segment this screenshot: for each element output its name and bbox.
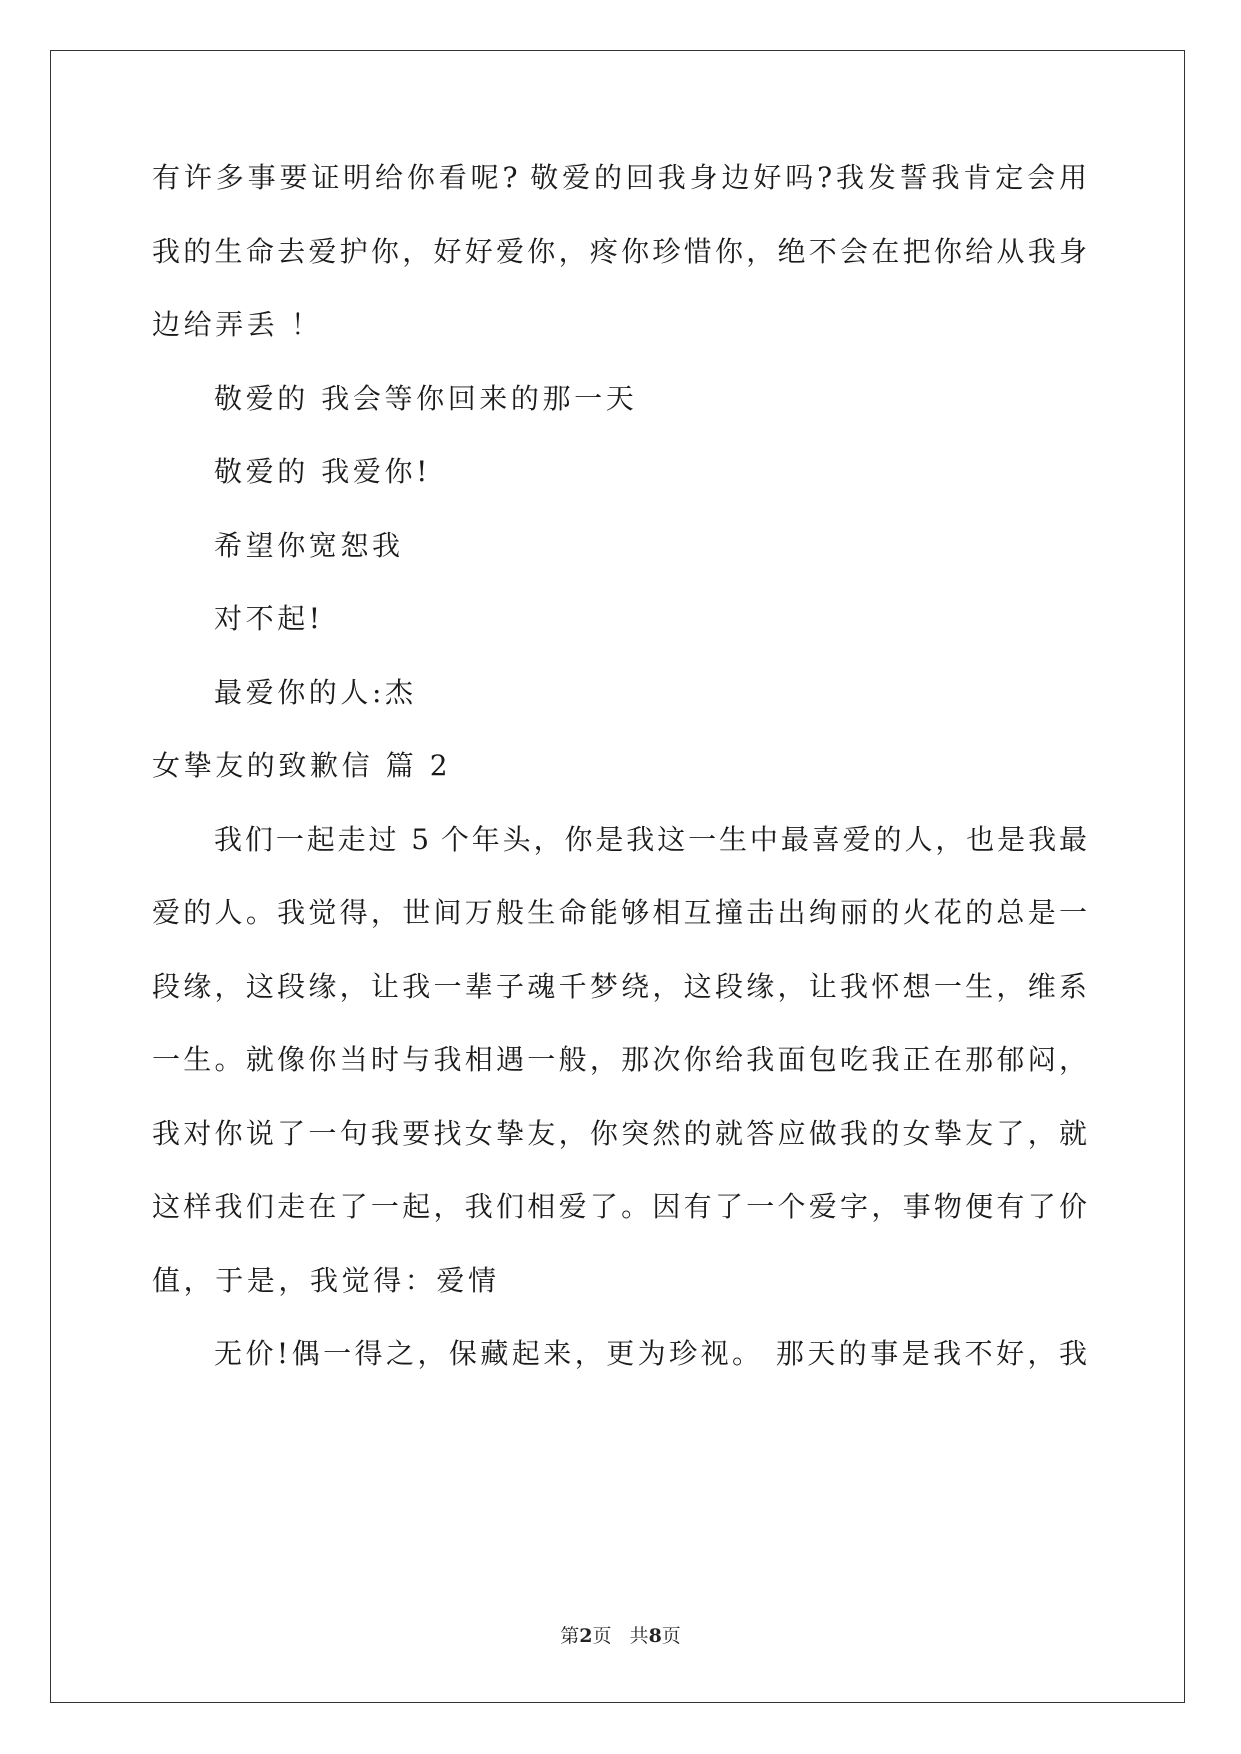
- text-line: 一生。就像你当时与我相遇一般，那次你给我面包吃我正在那郁闷，: [152, 1043, 1087, 1076]
- text-line: 女挚友的致歉信 篇 2: [152, 749, 452, 782]
- text-line: 我们一起走过 5 个年头，你是我这一生中最喜爱的人，也是我最: [214, 822, 1087, 856]
- text-line: 对不起!: [214, 602, 324, 635]
- text-line: 最爱你的人:杰: [214, 675, 417, 709]
- text-line: 值，于是，我觉得：爱情: [152, 1263, 500, 1297]
- page-border: [50, 50, 1185, 1703]
- page-footer: [0, 1623, 1241, 1649]
- footer-prefix: 第: [560, 1625, 580, 1647]
- text-line: 敬爱的 我会等你回来的那一天: [214, 381, 638, 415]
- text-line: 敬爱的 我爱你!: [214, 455, 431, 488]
- footer-suffix: 页: [661, 1625, 681, 1647]
- text-line: 我的生命去爱护你，好好爱你，疼你珍惜你，绝不会在把你给从我身: [152, 234, 1087, 268]
- footer-mid: 页 共: [592, 1625, 649, 1647]
- text-line: 我对你说了一句我要找女挚友，你突然的就答应做我的女挚友了，就: [152, 1116, 1087, 1150]
- text-line: 段缘，这段缘，让我一辈子魂千梦绕，这段缘，让我怀想一生，维系: [152, 969, 1087, 1003]
- text-line: 这样我们走在了一起，我们相爱了。因有了一个爱字，事物便有了价: [152, 1190, 1087, 1223]
- text-line: 边给弄丢 ！: [152, 308, 323, 341]
- footer-page-total: 8: [648, 1625, 662, 1647]
- text-line: 有许多事要证明给你看呢? 敬爱的回我身边好吗?我发誓我肯定会用: [152, 161, 1087, 194]
- text-line: 爱的人。我觉得，世间万般生命能够相互撞击出绚丽的火花的总是一: [152, 896, 1087, 929]
- text-line: 希望你宽恕我: [214, 528, 404, 562]
- text-line: 无价!偶一得之，保藏起来，更为珍视。 那天的事是我不好，我: [214, 1337, 1087, 1370]
- footer-page-current: 2: [579, 1625, 593, 1647]
